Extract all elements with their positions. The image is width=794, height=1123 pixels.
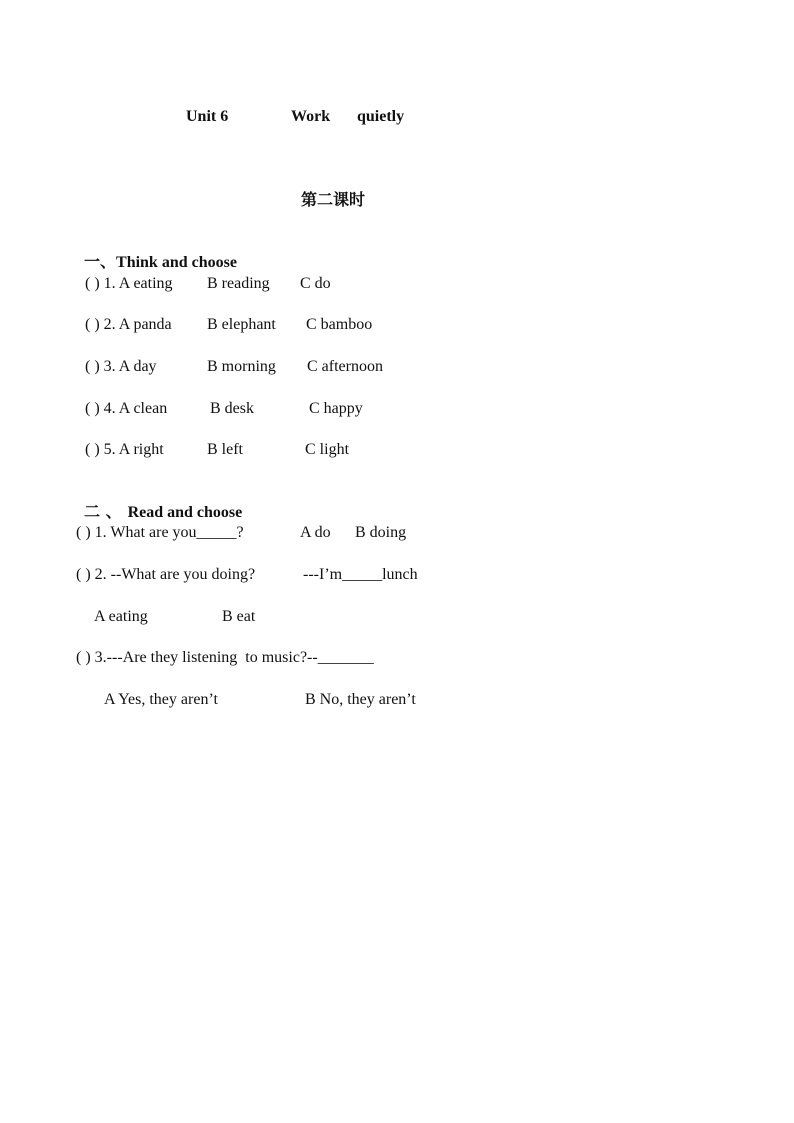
s1-item-5-option-b: B left — [207, 441, 243, 458]
section2-heading — [76, 482, 242, 523]
s2-q2-reply: ---I’m_____lunch — [303, 566, 418, 583]
s1-item-2-question: ( ) 2. A panda — [85, 316, 172, 333]
section1-title: Think and choose — [116, 254, 237, 271]
title-word-quietly: quietly — [357, 108, 405, 125]
s1-item-4-option-c: C happy — [309, 400, 363, 417]
s1-item-4-question: ( ) 4. A clean — [85, 400, 168, 417]
s2-q2-option-a: A eating — [94, 608, 148, 625]
s1-item-3-option-b: B morning — [207, 358, 276, 375]
s2-q3-text: ( ) 3.---Are they listening to music?--_______ — [76, 649, 374, 666]
s2-q2-option-b: B eat — [222, 608, 256, 625]
s1-item-2-option-b: B elephant — [207, 316, 276, 333]
s1-item-1-option-b: B reading — [207, 275, 270, 292]
section1-number: 一、 — [84, 252, 117, 271]
unit-label: Unit 6 — [186, 108, 229, 125]
s2-q2-text: ( ) 2. --What are you doing? — [76, 566, 256, 583]
s2-q3-option-b: B No, they aren’t — [305, 691, 416, 708]
s1-item-5-question: ( ) 5. A right — [85, 441, 164, 458]
section1-heading — [76, 232, 237, 273]
s2-q1-text: ( ) 1. What are you_____? — [76, 524, 244, 541]
s2-q3-option-a: A Yes, they aren’t — [104, 691, 218, 708]
lesson-title: 第二课时 — [301, 190, 366, 209]
title-word-work: Work — [291, 108, 331, 125]
s1-item-4-option-b: B desk — [210, 400, 254, 417]
s2-q1-option-a: A do — [300, 524, 331, 541]
s1-item-1-option-c: C do — [300, 275, 331, 292]
s1-item-1-question: ( ) 1. A eating — [85, 275, 173, 292]
s2-q1-option-b: B doing — [355, 524, 407, 541]
s1-item-2-option-c: C bamboo — [306, 316, 373, 333]
s1-item-3-option-c: C afternoon — [307, 358, 383, 375]
section2-title: Read and choose — [127, 504, 243, 521]
s1-item-3-question: ( ) 3. A day — [85, 358, 157, 375]
s1-item-5-option-c: C light — [305, 441, 350, 458]
section2-number: 二 、 — [84, 502, 122, 521]
